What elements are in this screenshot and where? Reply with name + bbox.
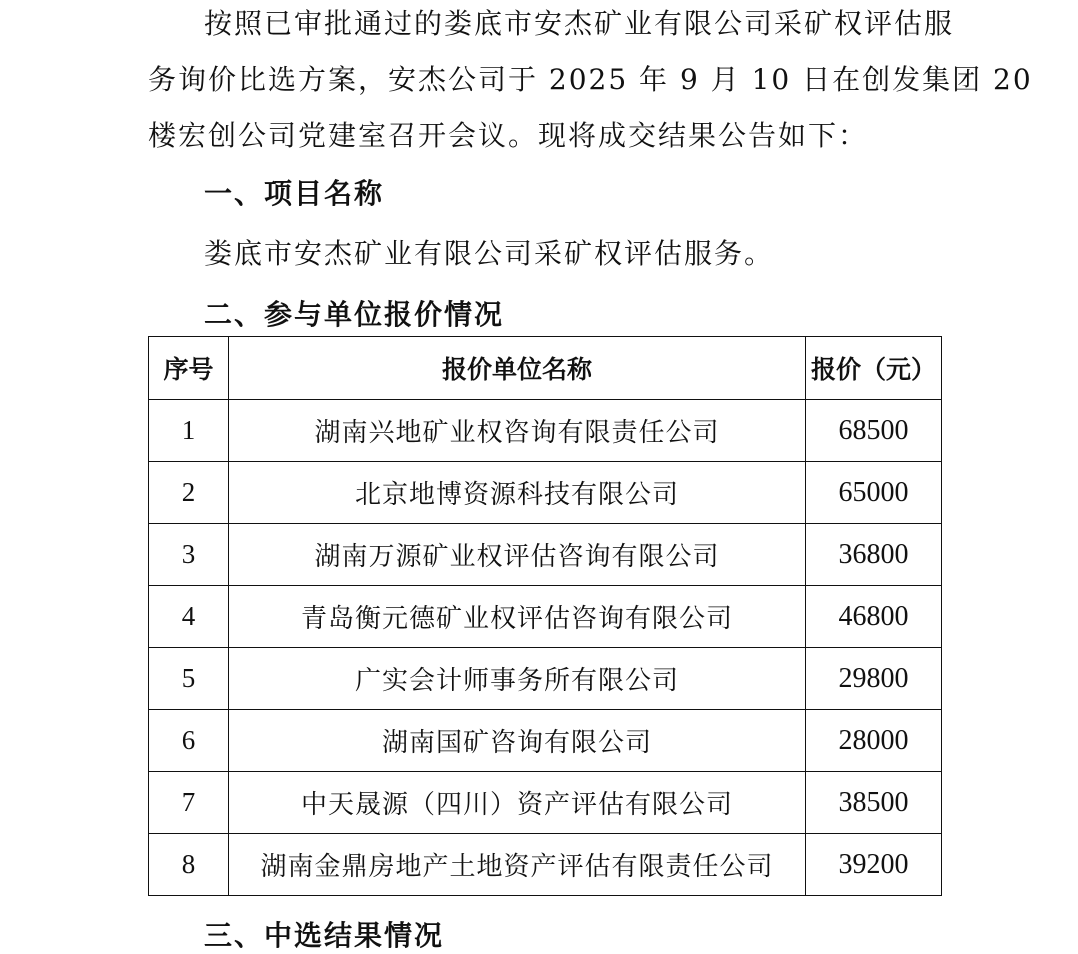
- row-no: 6: [149, 710, 229, 772]
- row-name: 广实会计师事务所有限公司: [229, 648, 806, 710]
- row-name: 北京地博资源科技有限公司: [229, 462, 806, 524]
- section3-heading: 三、中选结果情况: [204, 919, 445, 952]
- row-price: 36800: [806, 524, 942, 586]
- row-price: 28000: [806, 710, 942, 772]
- table-row: [149, 834, 942, 896]
- row-name: 青岛衡元德矿业权评估咨询有限公司: [229, 586, 806, 648]
- section1-heading: 一、项目名称: [204, 177, 385, 210]
- intro-line-3: 楼宏创公司党建室召开会议。现将成交结果公告如下：: [148, 119, 869, 152]
- row-no: 3: [149, 524, 229, 586]
- header-price: 报价（元）: [806, 337, 942, 400]
- table-row: [149, 586, 942, 648]
- table-header-row: [149, 337, 942, 400]
- row-no: 2: [149, 462, 229, 524]
- quote-table: [148, 336, 942, 896]
- row-price: 39200: [806, 834, 942, 896]
- table-row: [149, 400, 942, 462]
- row-name: 中天晟源（四川）资产评估有限公司: [229, 772, 806, 834]
- row-name: 湖南兴地矿业权咨询有限责任公司: [229, 400, 806, 462]
- row-no: 1: [149, 400, 229, 462]
- row-name: 湖南国矿咨询有限公司: [229, 710, 806, 772]
- table-row: [149, 772, 942, 834]
- section1-content: 娄底市安杰矿业有限公司采矿权评估服务。: [204, 237, 775, 270]
- row-price: 68500: [806, 400, 942, 462]
- row-price: 46800: [806, 586, 942, 648]
- row-name: 湖南金鼎房地产土地资产评估有限责任公司: [229, 834, 806, 896]
- row-no: 4: [149, 586, 229, 648]
- row-no: 8: [149, 834, 229, 896]
- intro-line-2: 务询价比选方案，安杰公司于 2025 年 9 月 10 日在创发集团 20: [148, 63, 1033, 96]
- table-row: [149, 648, 942, 710]
- table-row: [149, 462, 942, 524]
- row-price: 65000: [806, 462, 942, 524]
- header-name: 报价单位名称: [229, 337, 806, 400]
- table-row: [149, 524, 942, 586]
- row-no: 5: [149, 648, 229, 710]
- row-price: 29800: [806, 648, 942, 710]
- row-no: 7: [149, 772, 229, 834]
- table-row: [149, 710, 942, 772]
- section2-heading: 二、参与单位报价情况: [204, 298, 505, 331]
- header-no: 序号: [149, 337, 229, 400]
- row-price: 38500: [806, 772, 942, 834]
- intro-line-1: 按照已审批通过的娄底市安杰矿业有限公司采矿权评估服: [204, 7, 955, 40]
- row-name: 湖南万源矿业权评估咨询有限公司: [229, 524, 806, 586]
